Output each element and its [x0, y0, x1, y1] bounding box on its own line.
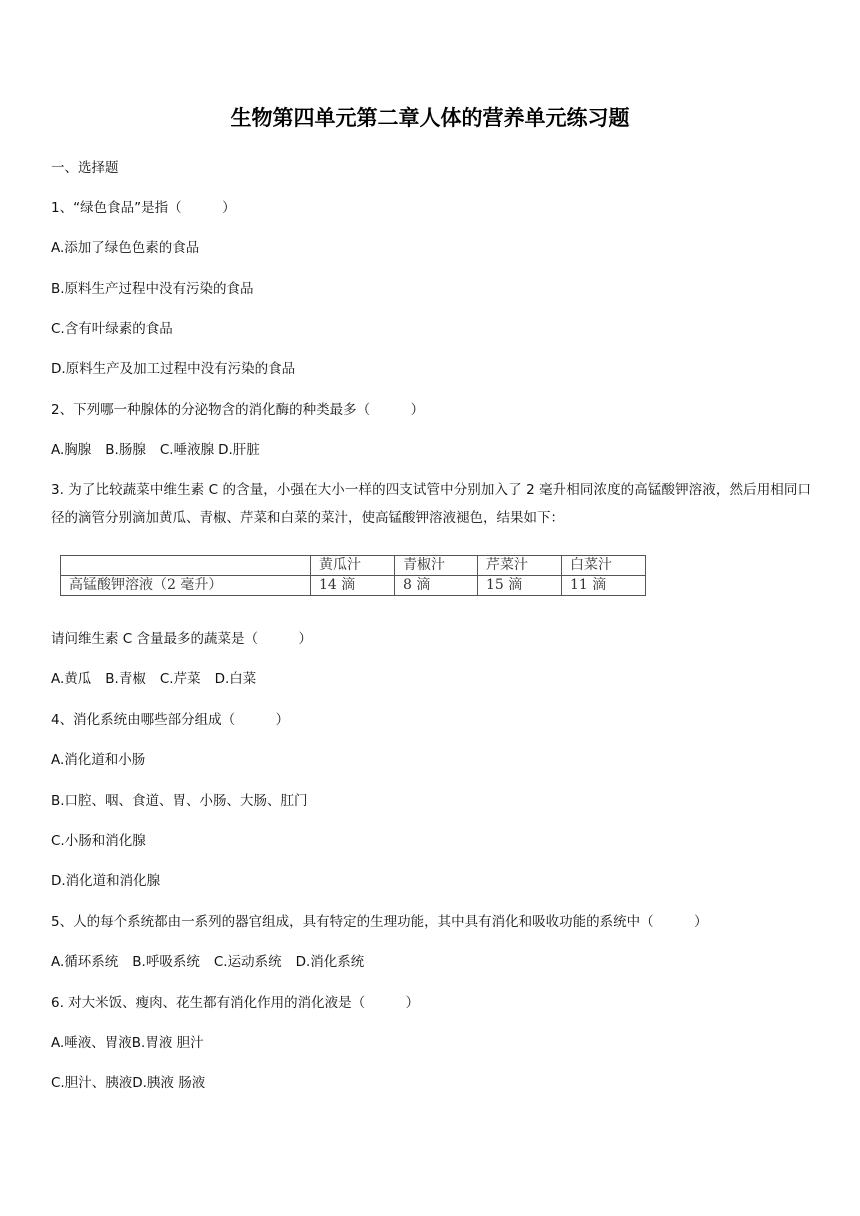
question-3-options: [51, 669, 256, 689]
question-1-stem: 1、“绿色食品”是指（ ）: [51, 200, 236, 216]
table-header-cell: 黄瓜汁: [311, 556, 395, 576]
question-6-options-cd: [51, 1073, 205, 1093]
question-4-stem: 4、消化系统由哪些部分组成（ ）: [51, 712, 290, 728]
table-cell: 8 滴: [395, 576, 478, 596]
question-4-option-c: C.小肠和消化腺: [51, 833, 146, 849]
table-cell: 11 滴: [562, 576, 646, 596]
question-3-option-c: C.芹菜: [159, 671, 201, 687]
question-2-option-c: C.唾液腺: [159, 442, 215, 458]
table-header-cell: 白菜汁: [562, 556, 646, 576]
question-1-option-c: C.含有叶绿素的食品: [51, 321, 173, 337]
table-row: [61, 576, 646, 596]
section-heading: 一、选择题: [51, 160, 119, 176]
question-2-stem: 2、下列哪一种腺体的分泌物含的消化酶的种类最多（ ）: [51, 402, 425, 418]
question-6-stem: 6. 对大米饭、瘦肉、花生都有消化作用的消化液是（ ）: [51, 995, 420, 1011]
question-3-option-d: D.白菜: [214, 671, 257, 687]
question-5-option-d: D.消化系统: [295, 954, 365, 970]
question-2-options: [51, 440, 260, 460]
question-3-option-a: A.黄瓜: [51, 671, 92, 687]
question-2-option-b: B.肠腺: [105, 442, 146, 458]
question-3-option-b: B.青椒: [105, 671, 146, 687]
question-5-option-a: A.循环系统: [51, 954, 119, 970]
document-title: 生物第四单元第二章人体的营养单元练习题: [230, 106, 630, 130]
table-header-cell: 青椒汁: [395, 556, 478, 576]
table-row-label: 高锰酸钾溶液（2 毫升）: [61, 576, 311, 596]
question-4-option-b: B.口腔、咽、食道、胃、小肠、大肠、肛门: [51, 793, 308, 809]
question-5-option-b: B.呼吸系统: [132, 954, 200, 970]
question-4-option-a: A.消化道和小肠: [51, 752, 146, 768]
question-3-question: 请问维生素 C 含量最多的蔬菜是（ ）: [51, 631, 313, 647]
question-6-option-a: A.唾液、胃液: [51, 1035, 132, 1051]
question-6-option-d: D.胰液 肠液: [132, 1075, 206, 1091]
vitamin-c-table: [60, 555, 646, 596]
question-6-option-b: B.胃液 胆汁: [131, 1035, 204, 1051]
question-2-option-a: A.胸腺: [51, 442, 92, 458]
table-header-cell: [61, 556, 311, 576]
question-6-option-c: C.胆汁、胰液: [51, 1075, 133, 1091]
question-4-option-d: D.消化道和消化腺: [51, 873, 161, 889]
table-cell: 15 滴: [478, 576, 562, 596]
question-6-options-ab: [51, 1033, 204, 1053]
table-header-row: [61, 556, 646, 576]
question-1-option-a: A.添加了绿色色素的食品: [51, 240, 200, 256]
question-1-option-d: D.原料生产及加工过程中没有污染的食品: [51, 361, 296, 377]
table-cell: 14 滴: [311, 576, 395, 596]
table-header-cell: 芹菜汁: [478, 556, 562, 576]
question-3-stem: 3. 为了比较蔬菜中维生素 C 的含量，小强在大小一样的四支试管中分别加入了 2 毫升相同浓度的高锰酸钾溶液，然后用相同口径的滴管分别滴加黄瓜、青椒、芹菜和白菜的菜汁，使高锰酸钾溶液褪色，结果如下：: [51, 482, 811, 526]
question-2-option-d: D.肝脏: [218, 442, 260, 458]
question-5-option-c: C.运动系统: [213, 954, 282, 970]
question-1-option-b: B.原料生产过程中没有污染的食品: [51, 281, 254, 297]
question-5-stem: 5、人的每个系统都由一系列的器官组成，具有特定的生理功能，其中具有消化和吸收功能的系统中（ ）: [51, 914, 708, 930]
question-5-options: [51, 952, 364, 972]
